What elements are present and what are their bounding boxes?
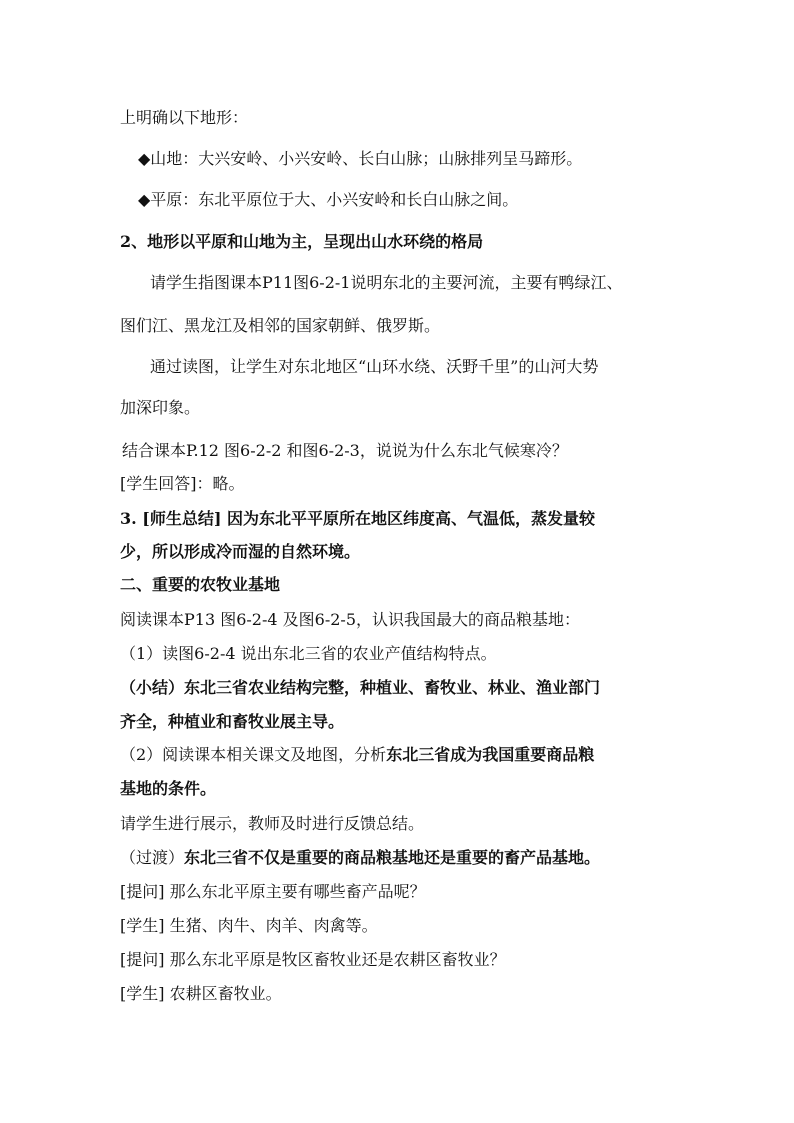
summary-text: （小结）东北三省农业结构完整，种植业、畜牧业、林业、渔业部门 — [120, 678, 601, 697]
question-line: [提问] 那么东北平原主要有哪些畜产品呢？ — [120, 882, 426, 901]
summary-text: 齐全，种植业和畜牧业展主导。 — [120, 712, 345, 731]
summary-text: 少，所以形成冷而湿的自然环境。 — [120, 542, 361, 561]
text-normal: （过渡） — [120, 848, 185, 867]
bullet-item-plains: ◆平原：东北平原位于大、小兴安岭和长白山脉之间。 — [138, 190, 519, 209]
text-line: [学生回答]：略。 — [120, 474, 245, 493]
text-line: （1）读图6-2-4 说出东北三省的农业产值结构特点。 — [120, 644, 497, 663]
text-emphasis: 东北三省不仅是重要的商品粮基地还是重要的畜产品基地。 — [184, 848, 601, 867]
text-emphasis: 东北三省成为我国重要商品粮 — [386, 745, 595, 764]
answer-line: [学生] 农耕区畜牧业。 — [120, 984, 282, 1003]
text-line — [120, 745, 594, 765]
section-heading: 2、地形以平原和山地为主，呈现出山水环绕的格局 — [120, 232, 484, 251]
summary-text: 3. [师生总结] 因为东北平平原所在地区纬度高、气温低，蒸发量较 — [120, 509, 595, 528]
text-normal: （2）阅读课本相关课文及地图，分析 — [120, 745, 387, 764]
text-line: 阅读课本P13 图6-2-4 及图6-2-5，认识我国最大的商品粮基地： — [120, 610, 581, 629]
text-line: 上明确以下地形： — [120, 108, 249, 127]
text-line: 通过读图，让学生对东北地区“山环水绕、沃野千里”的山河大势 — [150, 357, 599, 376]
text-line: 图们江、黑龙江及相邻的国家朝鲜、俄罗斯。 — [120, 316, 441, 335]
text-line: 请学生指图课本P11图6-2-1说明东北的主要河流，主要有鸭绿江、 — [150, 273, 623, 292]
text-emphasis: 基地的条件。 — [120, 779, 217, 798]
answer-line: [学生] 生猪、肉牛、肉羊、肉禽等。 — [120, 916, 378, 935]
text-line: 请学生进行展示，教师及时进行反馈总结。 — [120, 814, 425, 833]
text-line — [120, 848, 600, 868]
bullet-item-mountains: ◆山地：大兴安岭、小兴安岭、长白山脉；山脉排列呈马蹄形。 — [138, 149, 583, 168]
section-heading: 二、重要的农牧业基地 — [120, 575, 281, 594]
text-line: 结合课本P.12 图6-2-2 和图6-2-3，说说为什么东北气候寒冷？ — [122, 441, 568, 460]
question-line: [提问] 那么东北平原是牧区畜牧业还是农耕区畜牧业？ — [120, 950, 506, 969]
text-line: 加深印象。 — [120, 398, 201, 417]
